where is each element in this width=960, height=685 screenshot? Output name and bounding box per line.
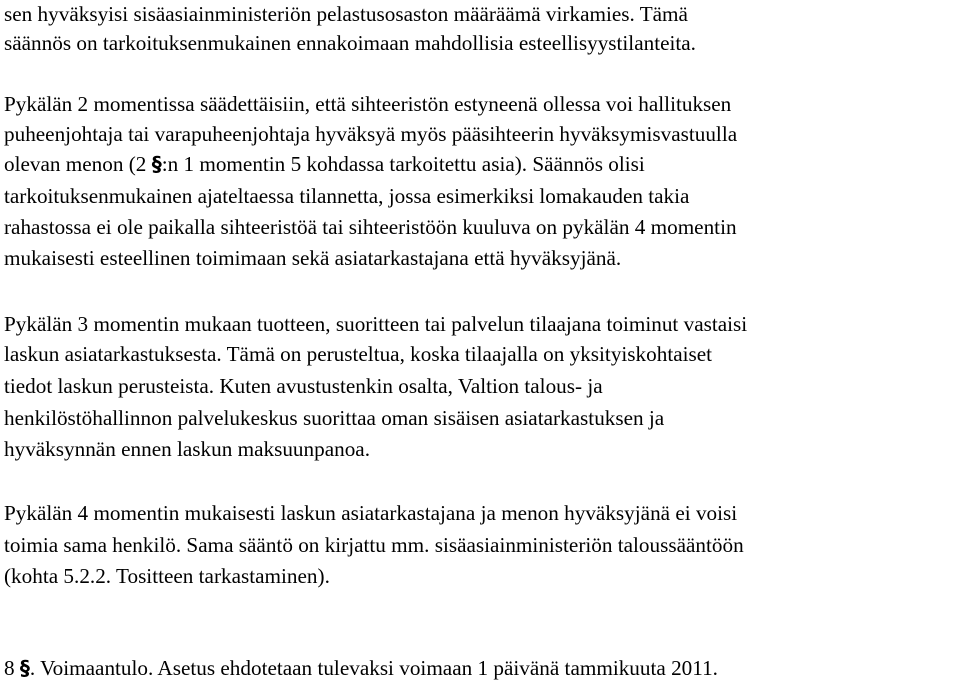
text-line: tarkoituksenmukainen ajateltaessa tilannetta, jossa esimerkiksi lomakauden takia	[4, 184, 690, 208]
text-line: mukaisesti esteellinen toimimaan sekä asiatarkastajana että hyväksyjänä.	[4, 246, 622, 270]
text-line: henkilöstöhallinnon palvelukeskus suorittaa oman sisäisen asiatarkastuksen ja	[4, 406, 665, 430]
text-line: toimia sama henkilö. Sama sääntö on kirjattu mm. sisäasiainministeriön taloussääntöön	[4, 533, 744, 557]
text-fragment: :n 1 momentin 5 kohdassa tarkoitettu asia). Säännös olisi	[161, 152, 645, 176]
text-line: rahastossa ei ole paikalla sihteeristöä tai sihteeristöön kuuluva on pykälän 4 momentin	[4, 215, 737, 239]
text-line: tiedot laskun perusteista. Kuten avustustenkin osalta, Valtion talous- ja	[4, 374, 603, 398]
section-symbol: §	[151, 152, 162, 176]
text-line: säännös on tarkoituksenmukainen ennakoimaan mahdollisia esteellisyystilanteita.	[4, 31, 696, 55]
section-number: 8	[4, 656, 20, 680]
section-symbol: §	[19, 656, 30, 680]
section-heading-text: . Voimaantulo. Asetus ehdotetaan tulevaksi voimaan 1 päivänä tammikuuta 2011.	[29, 656, 718, 680]
text-line: sen hyväksyisi sisäasiainministeriön pelastusosaston määräämä virkamies. Tämä	[4, 2, 688, 26]
text-line: Pykälän 4 momentin mukaisesti laskun asiatarkastajana ja menon hyväksyjänä ei voisi	[4, 501, 738, 525]
text-fragment: olevan menon (2	[4, 152, 152, 176]
text-line: Pykälän 3 momentin mukaan tuotteen, suoritteen tai palvelun tilaajana toiminut vastaisi	[4, 312, 748, 336]
text-line-with-section-symbol	[4, 150, 645, 179]
text-line: laskun asiatarkastuksesta. Tämä on perusteltua, koska tilaajalla on yksityiskohtaiset	[4, 342, 713, 366]
text-line: hyväksynnän ennen laskun maksuunpanoa.	[4, 437, 370, 461]
text-line: (kohta 5.2.2. Tositteen tarkastaminen).	[4, 564, 330, 588]
text-line: puheenjohtaja tai varapuheenjohtaja hyväksyä myös pääsihteerin hyväksymisvastuulla	[4, 122, 738, 146]
section-heading	[4, 654, 718, 683]
text-line: Pykälän 2 momentissa säädettäisiin, että sihteeristön estyneenä ollessa voi hallituksen	[4, 92, 732, 116]
